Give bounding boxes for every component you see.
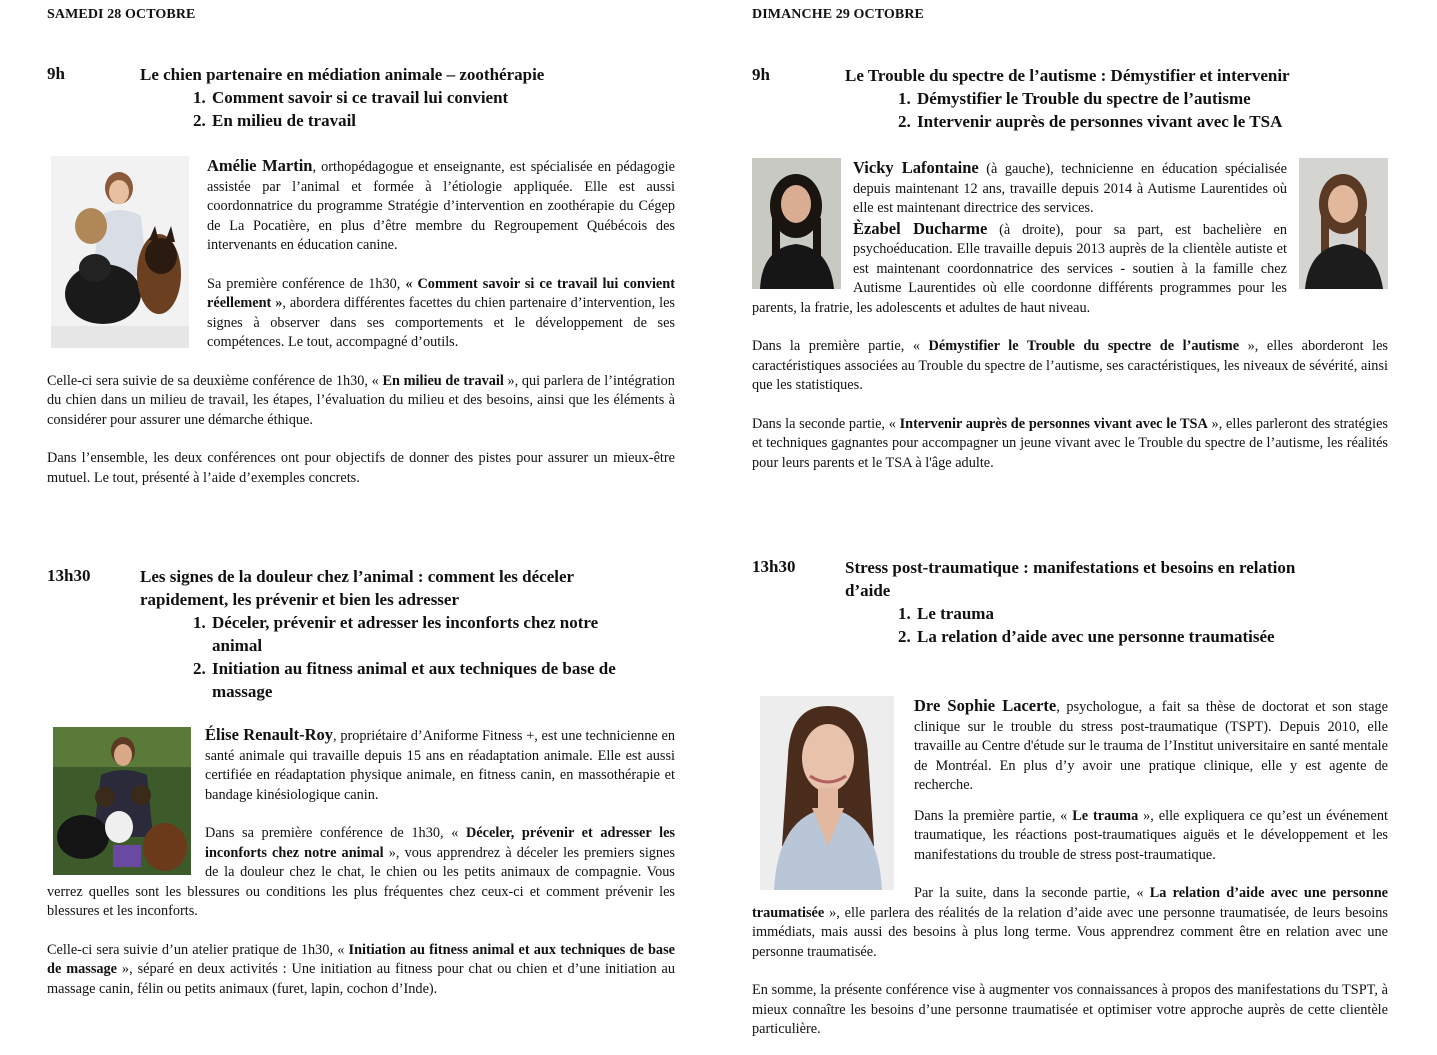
- session-title-line: Stress post-traumatique : manifestations et besoins en relation: [845, 558, 1296, 577]
- speaker-bio: (à droite), pour sa part, est bachelière en psychoéducation. Elle travaille depuis 2013 auprès de la clientèle autiste et est maintenant coordonnatrice des services - soutien à la famille chez Autisme Laurentides où elle coordonne différents programmes pour les parents, la fratrie, les adolescents et adultes de haut niveau.: [752, 221, 1287, 316]
- session-title-line: d’aide: [845, 581, 891, 600]
- session-description: [752, 696, 1388, 1040]
- conference-title-bold: Intervenir auprès de personnes vivant avec le TSA: [899, 415, 1208, 432]
- subtopic-item: 1. Le trauma: [915, 602, 1390, 625]
- paragraph-text: », elle parlera des réalités de la relation d’aide avec une personne traumatisée, de leurs besoins immédiats, mais aussi des besoins à plus long terme. Vous apprendrez comment être en relation avec une personne traumatisée.: [752, 904, 1388, 960]
- conference-title-bold: La relation d’aide avec une personne traumatisée: [752, 885, 1388, 921]
- session-heading: [845, 556, 1390, 648]
- paragraph-text: Dans la première partie, «: [914, 807, 1073, 824]
- session-time: 9h: [47, 64, 65, 83]
- paragraph-text: Sa première conférence de 1h30,: [207, 275, 406, 292]
- subtopic-item: 2. La relation d’aide avec une personne traumatisée: [915, 625, 1390, 648]
- session-subtopics: [186, 611, 650, 703]
- speaker-bio: (à gauche), technicienne en éducation spécialisée depuis maintenant 12 ans, travaille depuis 2014 à Autisme Laurentides où elle est maintenant directrice des services.: [853, 161, 1287, 216]
- day-heading-sunday: DIMANCHE 29 OCTOBRE: [752, 7, 924, 22]
- conference-title-bold: Déceler, prévenir et adresser les inconforts chez notre animal: [205, 825, 676, 861]
- speaker-bio: , orthopédagogue et enseignante, est spécialisée en pédagogie assistée par l’animal et formée à l’étiologie appliquée. Elle est aussi coordonnatrice du programme Stratégie d’intervention en zoothérapie du Cégep de La Pocatière, en plus d’être membre du Regroupement Québécois des intervenants en éducation canine.: [207, 159, 676, 253]
- session-title-line: rapidement, les prévenir et bien les adresser: [140, 590, 460, 609]
- session-heading: [140, 565, 670, 703]
- subtopic-item: 1. Démystifier le Trouble du spectre de l’autisme: [915, 87, 1390, 110]
- session-title-line: Les signes de la douleur chez l’animal : comment les déceler: [140, 567, 575, 586]
- speaker-name: Dre Sophie Lacerte: [914, 696, 1057, 715]
- speaker-name: Amélie Martin: [207, 156, 313, 175]
- conference-title-bold: Démystifier le Trouble du spectre de l’autisme: [928, 338, 1240, 354]
- paragraph-text: », elle expliquera ce qu’est un événement traumatique, les réactions post-traumatiques aiguës et le développement et les manifestations du trouble de stress post-traumatique.: [914, 807, 1388, 863]
- conference-title-bold: Initiation au fitness animal et aux techniques de base de massage: [47, 941, 675, 977]
- session-subtopics: [891, 87, 1390, 133]
- paragraph-text: Dans la seconde partie, «: [752, 415, 900, 432]
- paragraph-text: , abordera différentes facettes du chien partenaire d’intervention, les signes à observer dans ses comportements et le développement de ses compétences. Le tout, accompagné d’outils.: [207, 295, 675, 350]
- session-subtopics: [891, 602, 1390, 648]
- speaker-photo-sophie-lacerte: [760, 696, 894, 890]
- paragraph-text: Celle-ci sera suivie de sa deuxième conférence de 1h30, «: [47, 372, 383, 389]
- session-description: [752, 158, 1388, 473]
- subtopic-item: 2. Initiation au fitness animal et aux techniques de base de massage: [210, 657, 650, 703]
- paragraph-text: Celle-ci sera suivie d’un atelier pratique de 1h30, «: [47, 941, 349, 958]
- speaker-photo-amelie-martin: [51, 156, 189, 348]
- paragraph-text: Par la suite, dans la seconde partie, «: [914, 885, 1150, 901]
- speaker-bio: , propriétaire d’Aniforme Fitness +, est une technicienne en santé animale qui travaille depuis 15 ans en réadaptation animale. Elle est aussi certifiée en réadaptation physique animale, en fitness canin, en massothérapie et bandage kinésiologique canin.: [205, 728, 675, 803]
- session-subtopics: [186, 86, 680, 132]
- session-time: 13h30: [752, 557, 796, 576]
- paragraph-text: », elles aborderont les caractéristiques associées au Trouble du spectre de l’autisme, ses caractéristiques, les niveaux de sévérité, ainsi que les statistiques.: [752, 338, 1388, 393]
- session-time: 9h: [752, 65, 770, 84]
- speaker-photo-elise-renault-roy: [53, 727, 191, 875]
- speaker-bio: , psychologue, a fait sa thèse de doctorat et son stage clinique sur le trouble du stress post-traumatique (TSPT). Depuis 2010, elle travaille au Centre d'étude sur le trauma de l’Institut universitaire en santé mentale de Montréal. En plus d’y avoir une pratique clinique, elle y est agente de recherche.: [914, 699, 1388, 793]
- conference-title-bold: En milieu de travail: [382, 372, 504, 389]
- session-heading: [140, 63, 680, 132]
- session-description: [47, 156, 675, 488]
- session-title: Le Trouble du spectre de l’autisme : Démystifier et intervenir: [845, 66, 1290, 85]
- session-title: Le chien partenaire en médiation animale – zoothérapie: [140, 65, 545, 84]
- paragraph-text: Dans sa première conférence de 1h30, «: [205, 825, 466, 841]
- paragraph-text: », vous apprendrez à déceler les premiers signes de la douleur chez le chat, le chien ou les petits animaux de compagnie. Vous verrez quelles sont les blessures ou conditions les plus fréquentes chez ceux-ci et comment prévenir les blessures et les inconforts.: [47, 844, 675, 919]
- session-description: [47, 725, 675, 999]
- speaker-name: Vicky Lafontaine: [853, 158, 979, 177]
- paragraph-text: », qui parlera de l’intégration du chien dans un milieu de travail, les étapes, l’évaluation du milieu et des besoins, ainsi que les éléments à considérer pour assurer une démarche éthique.: [47, 372, 675, 428]
- speaker-photo-vicky-lafontaine: [752, 158, 841, 289]
- session-time: 13h30: [47, 566, 91, 585]
- paragraph-text: Dans la première partie, «: [752, 338, 929, 354]
- subtopic-item: 1. Déceler, prévenir et adresser les inconforts chez notre animal: [210, 611, 650, 657]
- subtopic-item: 2. En milieu de travail: [210, 109, 680, 132]
- paragraph-text: Dans l’ensemble, les deux conférences ont pour objectifs de donner des pistes pour assurer un mieux-être mutuel. Le tout, présenté à l’aide d’exemples concrets.: [47, 450, 675, 486]
- conference-title-bold: « Comment savoir si ce travail lui convient réellement »: [207, 275, 675, 311]
- speaker-photo-ezabel-ducharme: [1299, 158, 1388, 289]
- speaker-name: Èzabel Ducharme: [853, 218, 988, 238]
- paragraph-text: », elles parleront des stratégies et techniques gagnantes pour accompagner un jeune vivant avec le Trouble du spectre de l’autisme, les réalités pour leurs parents et le TSA à l'âge adulte.: [752, 415, 1388, 471]
- conference-title-bold: Le trauma: [1072, 807, 1139, 824]
- subtopic-item: 2. Intervenir auprès de personnes vivant avec le TSA: [915, 110, 1390, 133]
- day-heading-saturday: SAMEDI 28 OCTOBRE: [47, 7, 196, 22]
- paragraph-text: », séparé en deux activités : Une initiation au fitness pour chat ou chien et d’une initiation au massage canin, félin ou petits animaux (furet, lapin, cochon d’Inde).: [47, 961, 675, 997]
- subtopic-item: 1. Comment savoir si ce travail lui convient: [210, 86, 680, 109]
- paragraph-text: En somme, la présente conférence vise à augmenter vos connaissances à propos des manifestations du TSPT, à mieux connaître les besoins d’une personne traumatisée et optimiser votre approche auprès de cette clientèle particulière.: [752, 982, 1388, 1037]
- session-heading: [845, 64, 1390, 133]
- speaker-name: Élise Renault-Roy: [205, 725, 334, 744]
